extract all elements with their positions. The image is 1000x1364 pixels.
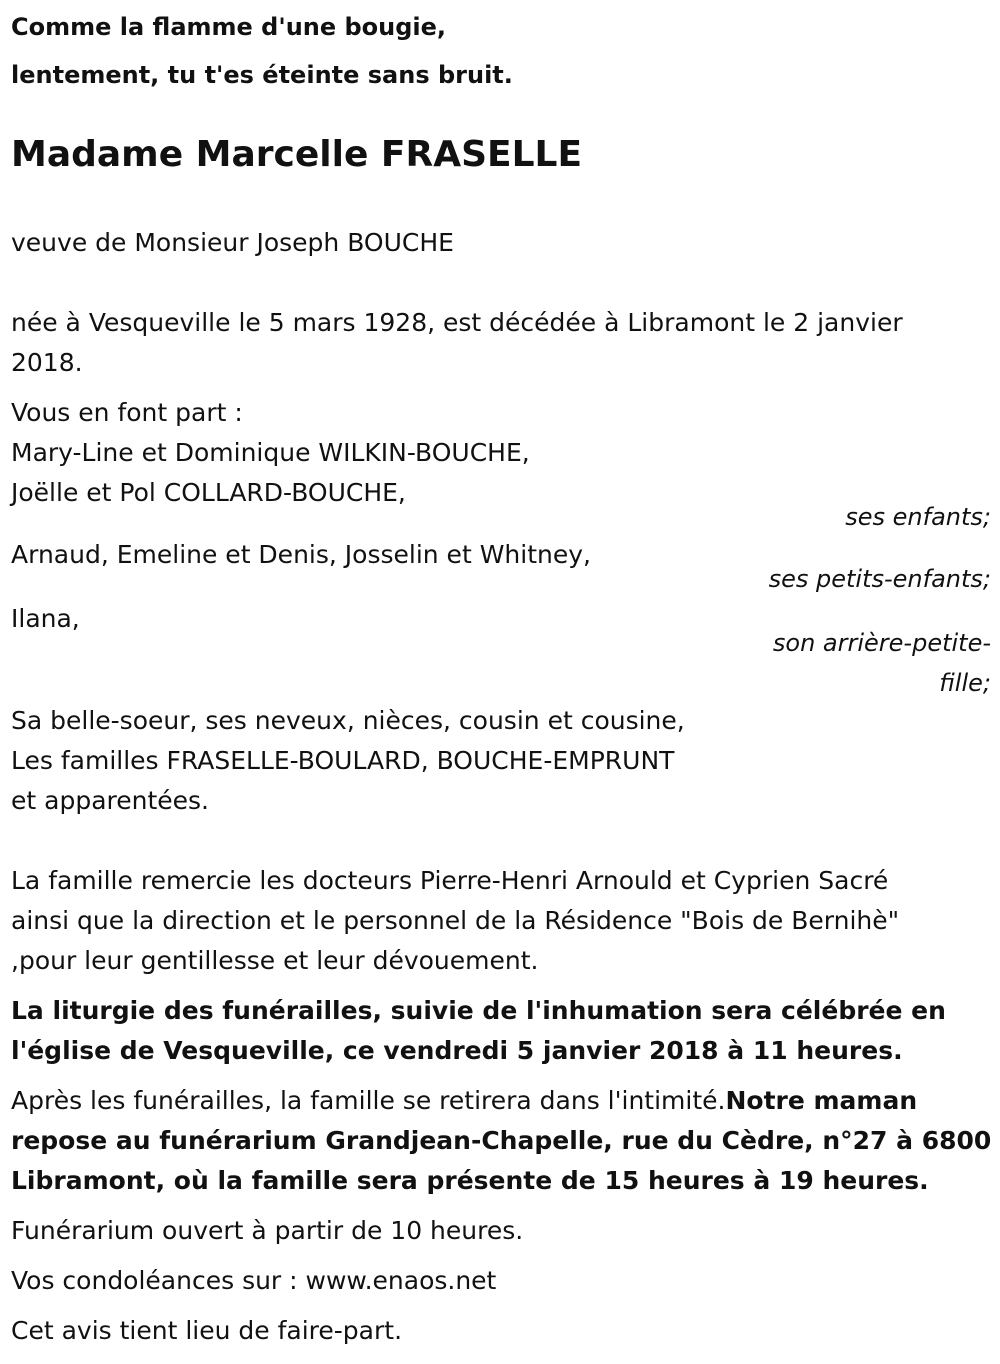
epigraph-line-2: lentement, tu t'es éteinte sans bruit. (11, 61, 513, 89)
children-role: ses enfants; (845, 503, 991, 531)
repose-text-3: Libramont, où la famille sera présente de 15 heures à 19 heures. (11, 1166, 929, 1195)
other-family-line-2: Les familles FRASELLE-BOULARD, BOUCHE-EMPRUNT (11, 746, 675, 775)
spouse-line: veuve de Monsieur Joseph BOUCHE (11, 228, 454, 257)
family-intro: Vous en font part : (11, 398, 243, 427)
after-funeral-text: Après les funérailles, la famille se retirera dans l'intimité. (11, 1086, 726, 1115)
funerarium-hours: Funérarium ouvert à partir de 10 heures. (11, 1216, 524, 1245)
children-line-2: Joëlle et Pol COLLARD-BOUCHE, (11, 478, 406, 507)
great-grandchild-line: Ilana, (11, 604, 80, 633)
thanks-line-1: La famille remercie les docteurs Pierre-Henri Arnould et Cyprien Sacré (11, 866, 889, 895)
grandchildren-line: Arnaud, Emeline et Denis, Josselin et Whitney, (11, 540, 591, 569)
notice-line: Cet avis tient lieu de faire-part. (11, 1316, 403, 1345)
funeral-line-1: La liturgie des funérailles, suivie de l'inhumation sera célébrée en (11, 996, 946, 1025)
great-grandchild-role-2: fille; (939, 669, 991, 697)
thanks-line-3: ,pour leur gentillesse et leur dévouement. (11, 946, 539, 975)
deceased-name: Madame Marcelle FRASELLE (11, 134, 583, 175)
repose-text-1: Notre maman (725, 1086, 918, 1115)
condolences-line: Vos condoléances sur : www.enaos.net (11, 1266, 497, 1295)
thanks-line-2: ainsi que la direction et le personnel de la Résidence "Bois de Bernihè" (11, 906, 900, 935)
other-family-line-3: et apparentées. (11, 786, 209, 815)
birth-death-line-2: 2018. (11, 348, 83, 377)
funeral-line-2: l'église de Vesqueville, ce vendredi 5 janvier 2018 à 11 heures. (11, 1036, 903, 1065)
great-grandchild-role-1: son arrière-petite- (772, 629, 991, 657)
after-funeral-line-1 (11, 1086, 917, 1116)
grandchildren-role: ses petits-enfants; (768, 565, 991, 593)
children-line-1: Mary-Line et Dominique WILKIN-BOUCHE, (11, 438, 530, 467)
repose-text-2: repose au funérarium Grandjean-Chapelle, rue du Cèdre, n°27 à 6800 (11, 1126, 992, 1155)
birth-death-line-1: née à Vesqueville le 5 mars 1928, est décédée à Libramont le 2 janvier (11, 308, 903, 337)
epigraph-line-1: Comme la flamme d'une bougie, (11, 13, 447, 41)
other-family-line-1: Sa belle-soeur, ses neveux, nièces, cousin et cousine, (11, 706, 685, 735)
